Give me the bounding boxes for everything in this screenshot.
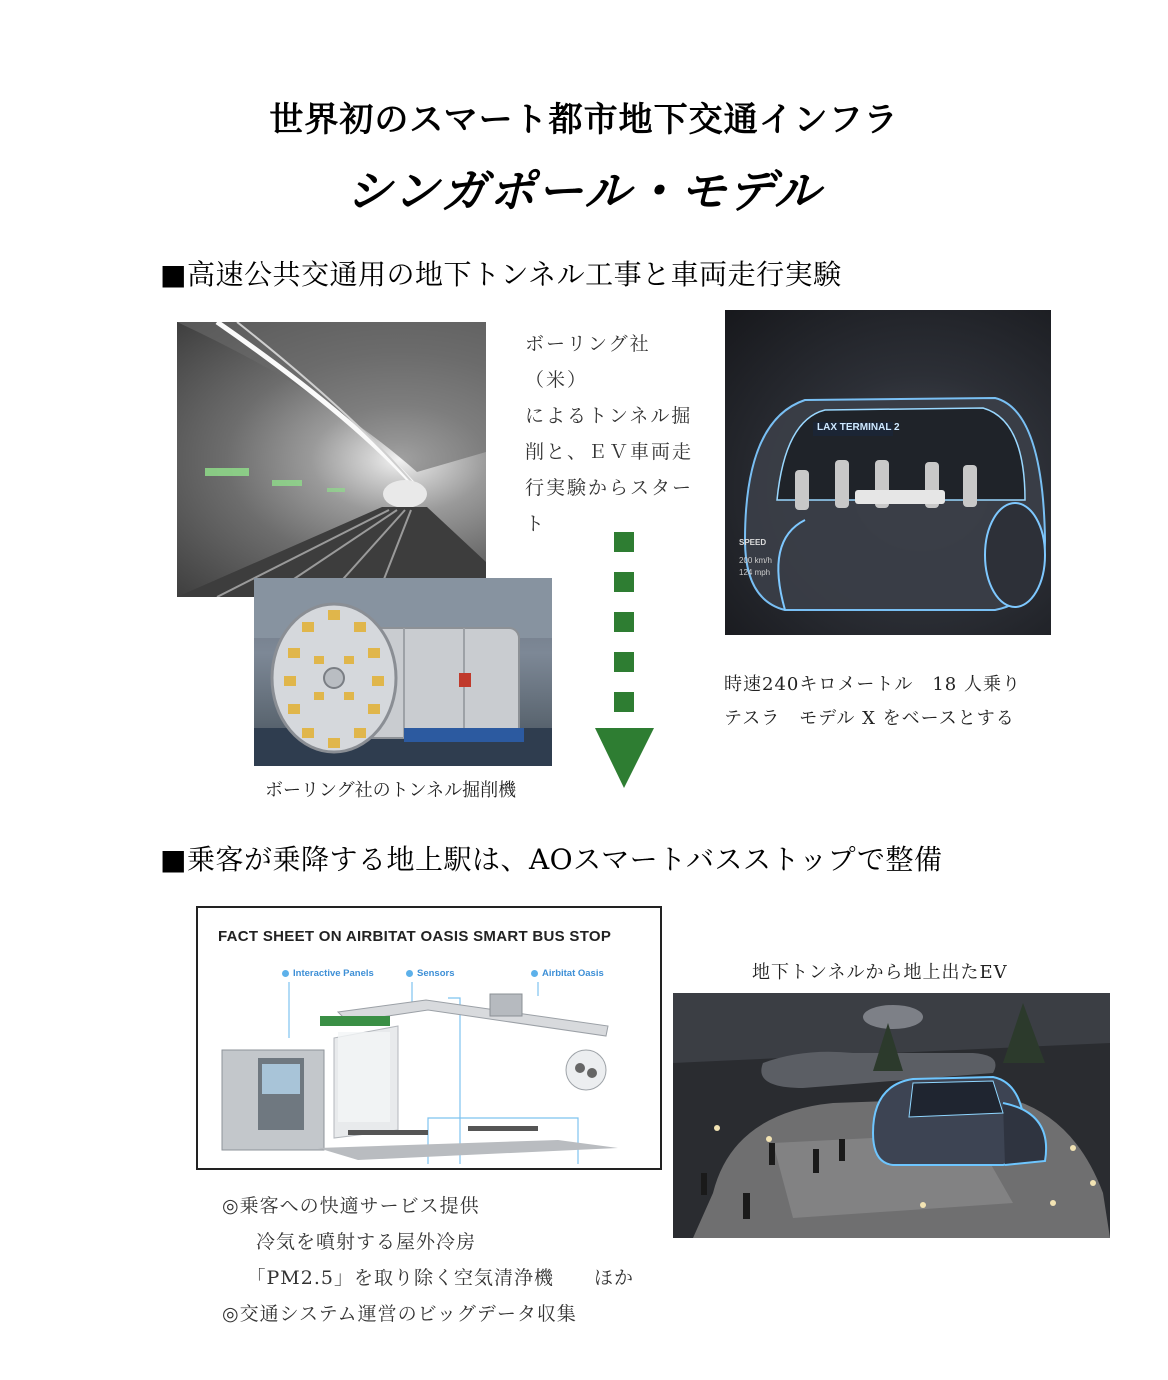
description-line: 行実験からスター: [525, 477, 694, 499]
ev-vehicle-photo: [725, 310, 1051, 635]
description-line: 削と、ＥＶ車両走: [525, 441, 694, 463]
station-plaza-photo: [673, 993, 1110, 1238]
ev-speed-label: SPEED: [739, 538, 767, 547]
boring-description: [525, 326, 700, 542]
description-line: ト: [525, 513, 547, 535]
main-title: 世界初のスマート都市地下交通インフラ: [269, 100, 899, 140]
list-item: 冷気を噴射する屋外冷房: [236, 1231, 477, 1253]
tbm-caption: ボーリング社のトンネル掘削機: [265, 780, 517, 801]
ev-speed-mph: 124 mph: [739, 568, 771, 577]
label-airbitat-oasis: Airbitat Oasis: [531, 968, 604, 979]
label-interactive-panels: Interactive Panels: [282, 968, 374, 979]
down-arrow-icon: [595, 532, 655, 792]
tunnel-boring-machine-photo: [254, 578, 552, 766]
ev-caption: [724, 668, 1021, 736]
fact-sheet-title: FACT SHEET ON AIRBITAT OASIS SMART BUS STOP: [218, 928, 612, 945]
ev-sign: LAX TERMINAL 2: [817, 422, 900, 433]
section2-heading: ■乗客が乗降する地上駅は、AOスマートバスストップで整備: [160, 843, 943, 876]
fact-sheet-figure: [196, 906, 662, 1170]
bullet-list: [222, 1188, 634, 1332]
tunnel-photo: [177, 322, 486, 597]
list-item: 「PM2.5」を取り除く空気清浄機 ほか: [236, 1267, 634, 1289]
list-item: ◎乗客への快適サービス提供: [222, 1195, 480, 1217]
plaza-caption: 地下トンネルから地上出たEV: [752, 962, 1008, 983]
description-line: によるトンネル掘: [525, 405, 693, 427]
section1-heading: ■高速公共交通用の地下トンネル工事と車両走行実験: [160, 258, 842, 291]
main-subtitle: シンガポール・モデル: [346, 164, 822, 218]
label-sensors: Sensors: [406, 968, 455, 979]
ev-caption-line: 時速240キロメートル 18 人乗り: [724, 674, 1021, 695]
ev-caption-line: テスラ モデル X をベースとする: [724, 708, 1015, 729]
list-item: ◎交通システム運営のビッグデータ収集: [222, 1303, 577, 1325]
ev-speed-kmh: 200 km/h: [739, 556, 772, 565]
description-line: ボーリング社（米）: [525, 333, 651, 391]
